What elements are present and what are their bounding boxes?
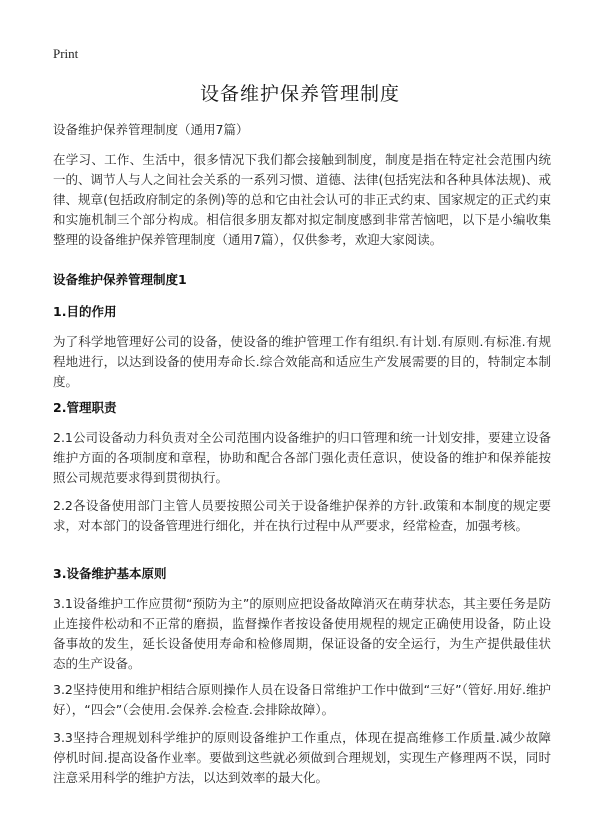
purpose-paragraph: 为了科学地管理好公司的设备，使设备的维护管理工作有组织.有计划.有原则.有标准.有规程地进行，以达到设备的使用寿命长.综合效能高和适应生产发展需要的目的，特制定本制度。 — [53, 334, 551, 389]
principle-paragraph-3-1: 3.1设备维护工作应贯彻“预防为主”的原则应把设备故障消灭在萌芽状态，其主要任务是防止连接件松动和不正常的磨损，监督操作者按设备使用规程的规定正确使用设备，防止设备事故的发生，延长设备使用寿命和检修周期，保证设备的安全运行，为生产提供最佳状态的生产设备。 — [53, 596, 551, 671]
print-label: Print — [53, 46, 79, 61]
intro-paragraph: 在学习、工作、生活中，很多情况下我们都会接触到制度，制度是指在特定社会范围内统一的、调节人与人之间社会关系的一系列习惯、道德、法律(包括宪法和各种具体法规)、戒律、规章(包括政府制定的条例)等的总和它由社会认可的非正式约束、国家规定的正式约束和实施机制三个部分构成。相信很多朋友都对拟定制度感到非常苦恼吧，以下是小编收集整理的设备维护保养管理制度（通用7篇），仅供参考，欢迎大家阅读。 — [53, 152, 551, 247]
heading-principles: 3.设备维护基本原则 — [53, 566, 167, 581]
page-title: 设备维护保养管理制度 — [199, 83, 400, 105]
responsibility-paragraph-2-1: 2.1公司设备动力科负责对全公司范围内设备维护的归口管理和统一计划安排，要建立设备维护方面的各项制度和章程，协助和配合各部门强化责任意识，使设备的维护和保养能按照公司规范要求得到贯彻执行。 — [53, 430, 551, 485]
document-subtitle: 设备维护保养管理制度（通用7篇） — [53, 122, 249, 137]
responsibility-paragraph-2-2: 2.2各设备使用部门主管人员要按照公司关于设备维护保养的方针.政策和本制度的规定要求，对本部门的设备管理进行细化，并在执行过程中从严要求，经常检查，加强考核。 — [53, 498, 551, 533]
principle-paragraph-3-2: 3.2坚持使用和维护相结合原则操作人员在设备日常维护工作中做到“三好”（管好.用好.维护好），“四会”（会使用.会保养.会检查.会排除故障）。 — [53, 682, 551, 717]
heading-purpose: 1.目的作用 — [53, 304, 117, 319]
heading-responsibilities: 2.管理职责 — [53, 400, 117, 415]
principle-paragraph-3-3: 3.3坚持合理规划科学维护的原则设备维护工作重点，体现在提高维修工作质量.减少故障停机时间.提高设备作业率。要做到这些就必须做到合理规划，实现生产修理两不误，同时注意采用科学的维护方法，以达到效率的最大化。 — [53, 730, 551, 785]
section-title: 设备维护保养管理制度1 — [53, 272, 187, 287]
